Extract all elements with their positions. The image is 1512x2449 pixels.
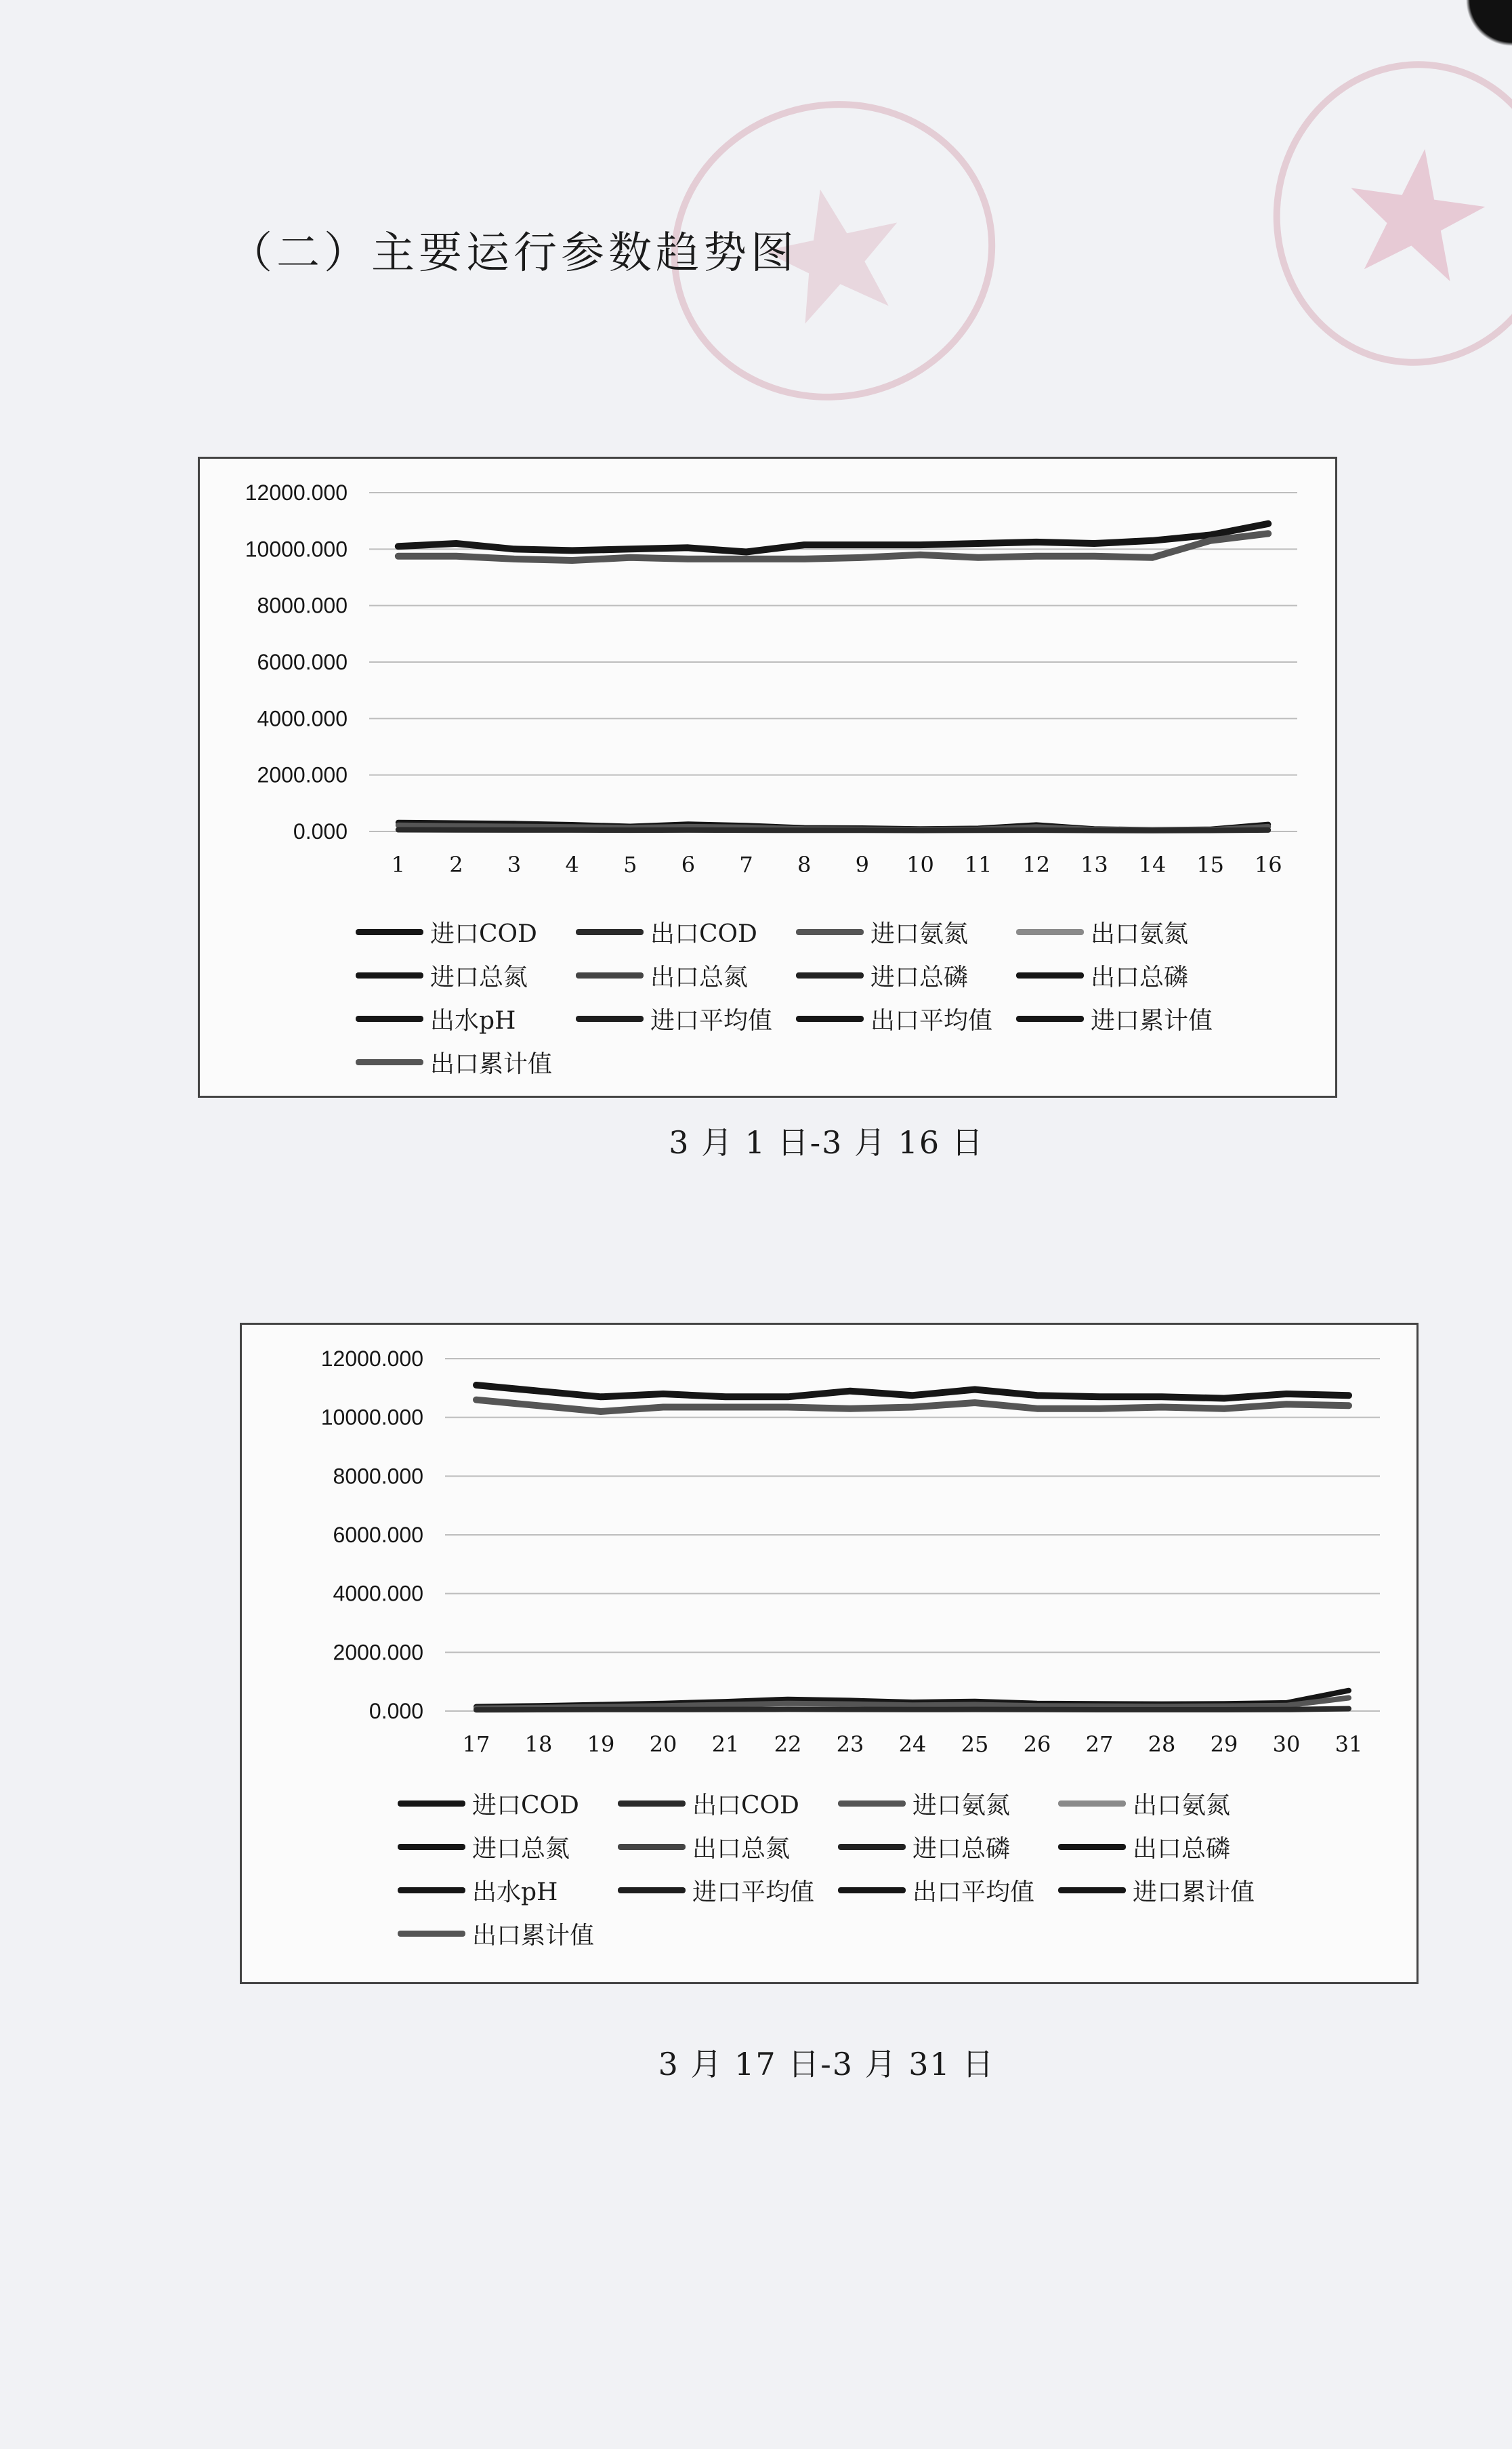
legend-label: 进口平均值 xyxy=(650,1006,773,1035)
legend-swatch xyxy=(796,929,864,935)
x-tick-label: 8 xyxy=(797,852,812,878)
legend-entry xyxy=(1016,1000,1236,1037)
x-tick-label: 23 xyxy=(836,1731,864,1757)
legend-label: 进口总氮 xyxy=(430,963,528,991)
scan-corner-shadow xyxy=(1458,0,1512,54)
trend-chart-2-legend xyxy=(398,1784,1278,1952)
legend-swatch xyxy=(838,1844,906,1850)
legend-label: 出口COD xyxy=(692,1791,799,1819)
legend-swatch xyxy=(1058,1887,1126,1893)
x-tick-label: 5 xyxy=(623,852,637,878)
x-tick-label: 13 xyxy=(1080,852,1108,878)
legend-swatch xyxy=(1058,1800,1126,1807)
x-tick-label: 10 xyxy=(906,852,934,878)
chart-1-caption: 3 月 1 日-3 月 16 日 xyxy=(669,1124,984,1161)
legend-label: 出口总磷 xyxy=(1133,1834,1231,1863)
series-line xyxy=(398,830,1268,831)
legend-label: 出口总氮 xyxy=(650,963,749,991)
legend-swatch xyxy=(356,1016,423,1022)
legend-entry xyxy=(356,1000,576,1037)
legend-swatch xyxy=(356,1059,423,1065)
x-tick-label: 25 xyxy=(961,1731,989,1757)
legend-swatch xyxy=(356,972,423,979)
legend-swatch xyxy=(796,972,864,979)
legend-entry xyxy=(576,913,796,951)
legend-label: 进口COD xyxy=(472,1791,579,1819)
legend-label: 出口平均值 xyxy=(912,1878,1035,1906)
chart-2-caption: 3 月 17 日-3 月 31 日 xyxy=(658,2046,995,2082)
trend-chart-1 xyxy=(198,457,1337,1098)
legend-swatch xyxy=(398,1844,465,1850)
trend-chart-2 xyxy=(240,1323,1419,1984)
x-tick-label: 20 xyxy=(649,1731,677,1757)
legend-swatch xyxy=(618,1887,686,1893)
legend-entry xyxy=(838,1784,1058,1822)
legend-label: 出口累计值 xyxy=(472,1921,595,1950)
legend-entry xyxy=(618,1828,838,1866)
legend-swatch xyxy=(576,929,644,935)
legend-entry xyxy=(838,1871,1058,1909)
x-tick-label: 29 xyxy=(1210,1731,1238,1757)
legend-swatch xyxy=(1016,929,1084,935)
legend-entry xyxy=(1058,1784,1278,1822)
legend-label: 进口氨氮 xyxy=(870,920,969,948)
legend-entry xyxy=(1058,1828,1278,1866)
legend-swatch xyxy=(1016,1016,1084,1022)
legend-swatch xyxy=(398,1887,465,1893)
legend-label: 进口累计值 xyxy=(1133,1878,1255,1906)
series-line xyxy=(476,1385,1349,1399)
y-tick-label: 2000.000 xyxy=(333,1640,423,1665)
x-tick-label: 12 xyxy=(1022,852,1051,878)
legend-label: 进口总磷 xyxy=(870,963,969,991)
y-tick-label: 6000.000 xyxy=(333,1523,423,1547)
x-tick-label: 26 xyxy=(1023,1731,1051,1757)
x-tick-label: 30 xyxy=(1272,1731,1301,1757)
y-tick-label: 0.000 xyxy=(369,1699,423,1723)
legend-label: 出口COD xyxy=(650,920,757,948)
x-tick-label: 15 xyxy=(1196,852,1224,878)
legend-swatch xyxy=(796,1016,864,1022)
x-tick-label: 18 xyxy=(524,1731,553,1757)
x-tick-label: 31 xyxy=(1335,1731,1363,1757)
legend-swatch xyxy=(618,1800,686,1807)
legend-label: 出口氨氮 xyxy=(1091,920,1189,948)
legend-swatch xyxy=(838,1800,906,1807)
legend-entry xyxy=(1016,913,1236,951)
x-tick-label: 27 xyxy=(1085,1731,1114,1757)
x-tick-label: 16 xyxy=(1254,852,1282,878)
legend-entry xyxy=(398,1828,618,1866)
y-tick-label: 4000.000 xyxy=(333,1581,423,1606)
legend-label: 出口累计值 xyxy=(430,1050,553,1078)
trend-chart-1-plot xyxy=(200,459,1339,906)
legend-label: 进口总磷 xyxy=(912,1834,1011,1863)
legend-swatch xyxy=(1016,972,1084,979)
legend-label: 出口氨氮 xyxy=(1133,1791,1231,1819)
y-tick-label: 0.000 xyxy=(293,819,348,844)
legend-swatch xyxy=(576,1016,644,1022)
legend-label: 出水pH xyxy=(430,1006,516,1035)
legend-entry xyxy=(356,1043,576,1081)
legend-entry xyxy=(796,1000,1016,1037)
legend-entry xyxy=(796,956,1016,994)
x-tick-label: 11 xyxy=(964,852,992,878)
legend-label: 进口平均值 xyxy=(692,1878,815,1906)
legend-entry xyxy=(398,1784,618,1822)
x-tick-label: 6 xyxy=(681,852,696,878)
legend-label: 出口总氮 xyxy=(692,1834,791,1863)
trend-chart-1-legend xyxy=(356,913,1236,1081)
y-tick-label: 12000.000 xyxy=(245,480,348,505)
y-tick-label: 2000.000 xyxy=(257,762,348,787)
x-tick-label: 9 xyxy=(855,852,869,878)
section-title: （二）主要运行参数趋势图 xyxy=(229,228,798,279)
legend-entry xyxy=(398,1914,618,1952)
series-line xyxy=(398,524,1268,552)
legend-entry xyxy=(356,913,576,951)
legend-entry xyxy=(356,956,576,994)
x-tick-label: 7 xyxy=(739,852,753,878)
legend-swatch xyxy=(398,1931,465,1937)
trend-chart-2-plot xyxy=(242,1325,1421,1779)
y-tick-label: 8000.000 xyxy=(257,593,348,618)
legend-entry xyxy=(618,1784,838,1822)
legend-swatch xyxy=(576,972,644,979)
legend-swatch xyxy=(838,1887,906,1893)
official-seal-right xyxy=(1254,43,1512,384)
series-line xyxy=(476,1709,1349,1710)
legend-entry xyxy=(1016,956,1236,994)
y-tick-label: 12000.000 xyxy=(320,1346,423,1371)
x-tick-label: 2 xyxy=(449,852,463,878)
legend-entry xyxy=(796,913,1016,951)
legend-label: 进口COD xyxy=(430,920,537,948)
y-tick-label: 8000.000 xyxy=(333,1464,423,1489)
legend-label: 出口总磷 xyxy=(1091,963,1189,991)
legend-label: 进口总氮 xyxy=(472,1834,570,1863)
x-tick-label: 19 xyxy=(587,1731,615,1757)
legend-entry xyxy=(838,1828,1058,1866)
x-tick-label: 24 xyxy=(898,1731,927,1757)
legend-swatch xyxy=(356,929,423,935)
seal-star-icon xyxy=(1261,50,1512,376)
y-tick-label: 10000.000 xyxy=(245,537,348,562)
legend-label: 进口氨氮 xyxy=(912,1791,1011,1819)
series-line xyxy=(476,1400,1349,1412)
legend-label: 进口累计值 xyxy=(1091,1006,1213,1035)
legend-entry xyxy=(398,1871,618,1909)
legend-entry xyxy=(618,1871,838,1909)
x-tick-label: 17 xyxy=(462,1731,490,1757)
legend-entry xyxy=(1058,1871,1278,1909)
legend-swatch xyxy=(618,1844,686,1850)
legend-swatch xyxy=(1058,1844,1126,1850)
x-tick-label: 3 xyxy=(507,852,522,878)
x-tick-label: 4 xyxy=(565,852,579,878)
legend-label: 出水pH xyxy=(472,1878,558,1906)
x-tick-label: 1 xyxy=(391,852,405,878)
legend-swatch xyxy=(398,1800,465,1807)
y-tick-label: 6000.000 xyxy=(257,650,348,674)
legend-entry xyxy=(576,956,796,994)
x-tick-label: 14 xyxy=(1138,852,1167,878)
x-tick-label: 28 xyxy=(1148,1731,1176,1757)
x-tick-label: 21 xyxy=(711,1731,740,1757)
legend-entry xyxy=(576,1000,796,1037)
y-tick-label: 4000.000 xyxy=(257,706,348,731)
y-tick-label: 10000.000 xyxy=(320,1405,423,1430)
x-tick-label: 22 xyxy=(774,1731,802,1757)
legend-label: 出口平均值 xyxy=(870,1006,993,1035)
